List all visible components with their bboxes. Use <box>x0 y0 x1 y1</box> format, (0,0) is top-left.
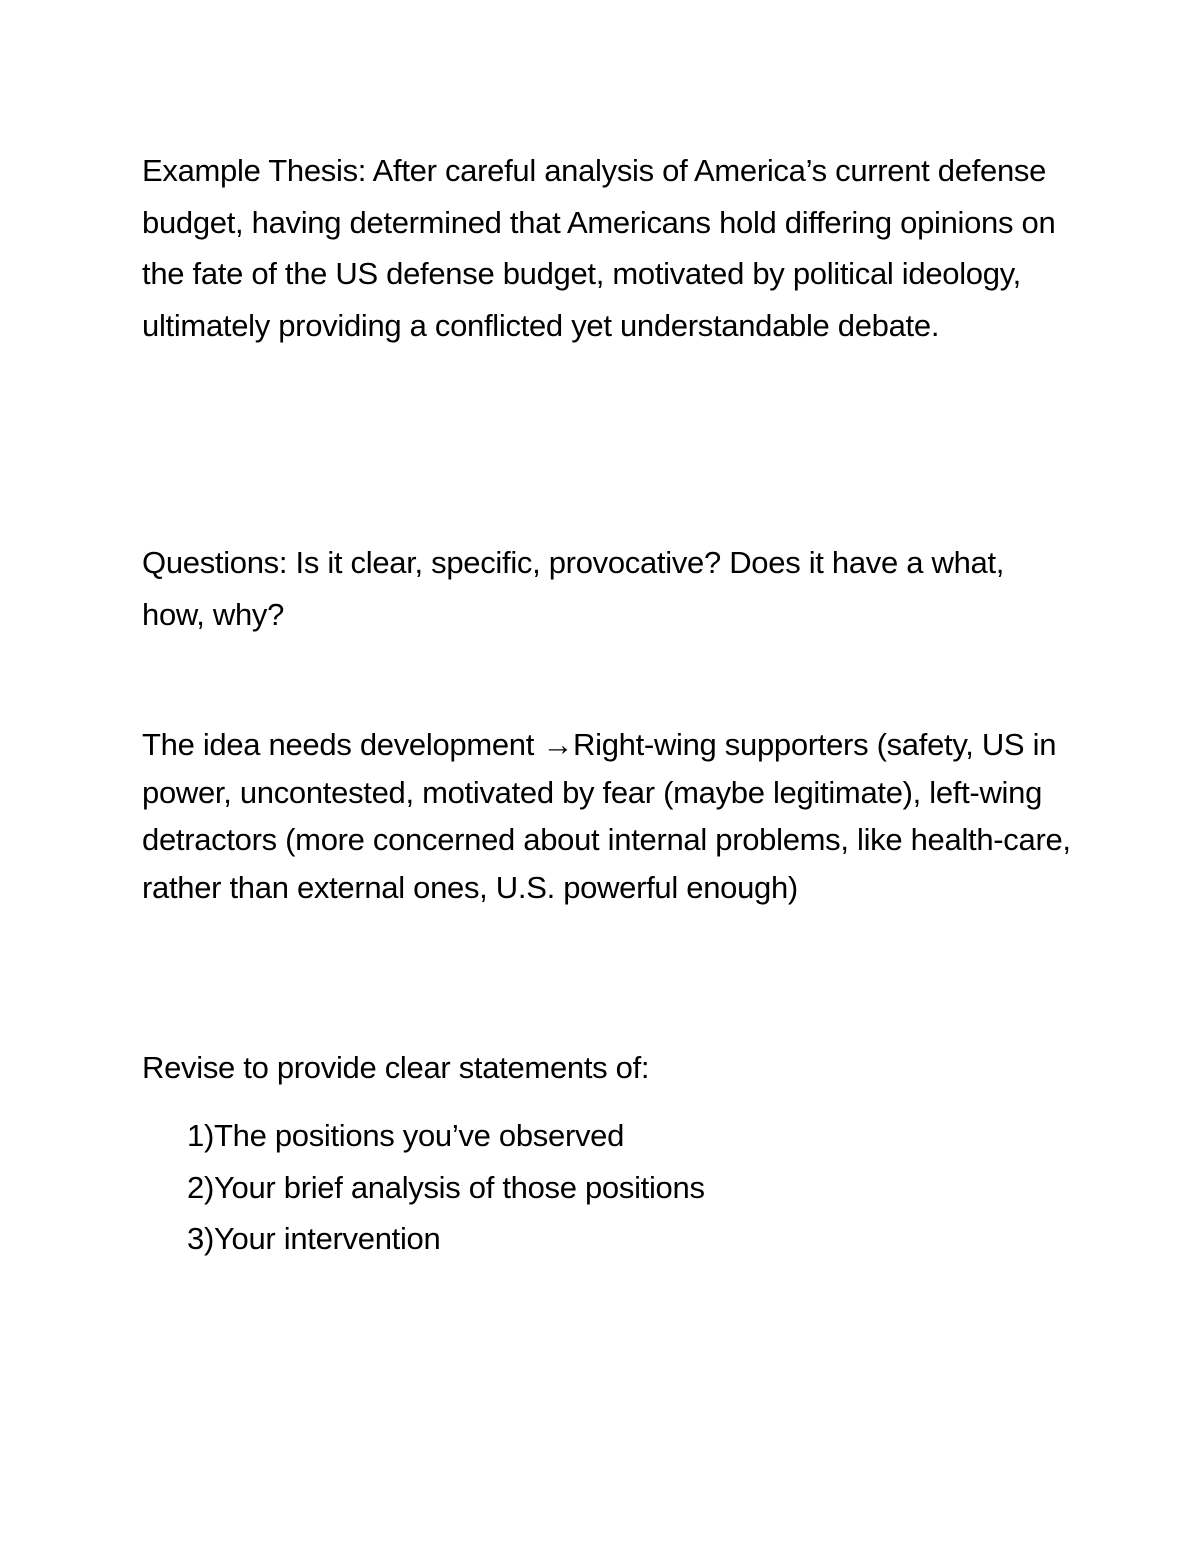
list-item <box>142 1110 1072 1162</box>
list-item-number: 2) <box>187 1169 214 1205</box>
questions-paragraph: Questions: Is it clear, specific, provocative? Does it have a what, how, why? <box>142 545 1005 632</box>
list-item-text: Your brief analysis of those positions <box>214 1169 705 1205</box>
list-item-number: 1) <box>187 1118 214 1153</box>
example-thesis-paragraph: Example Thesis: After careful analysis of America’s current defense budget, having determined that Americans hold differing opinions on the fate of the US defense budget, motivated by political ideology, ultimately providing a conflicted yet understandable debate. <box>142 153 1056 343</box>
revise-list <box>142 1110 1072 1265</box>
list-item-text: Your intervention <box>214 1221 441 1256</box>
revise-intro-paragraph: Revise to provide clear statements of: <box>142 1050 650 1085</box>
list-item <box>142 1162 1072 1214</box>
list-item-number: 3) <box>187 1221 214 1256</box>
list-item <box>142 1213 1072 1265</box>
development-paragraph: The idea needs development →Right-wing supporters (safety, US in power, uncontested, motivated by fear (maybe legitimate), left-wing detractors (more concerned about internal problems, like health-care, rather than external ones, U.S. powerful enough) <box>142 727 1071 905</box>
list-item-text: The positions you’ve observed <box>214 1118 625 1153</box>
